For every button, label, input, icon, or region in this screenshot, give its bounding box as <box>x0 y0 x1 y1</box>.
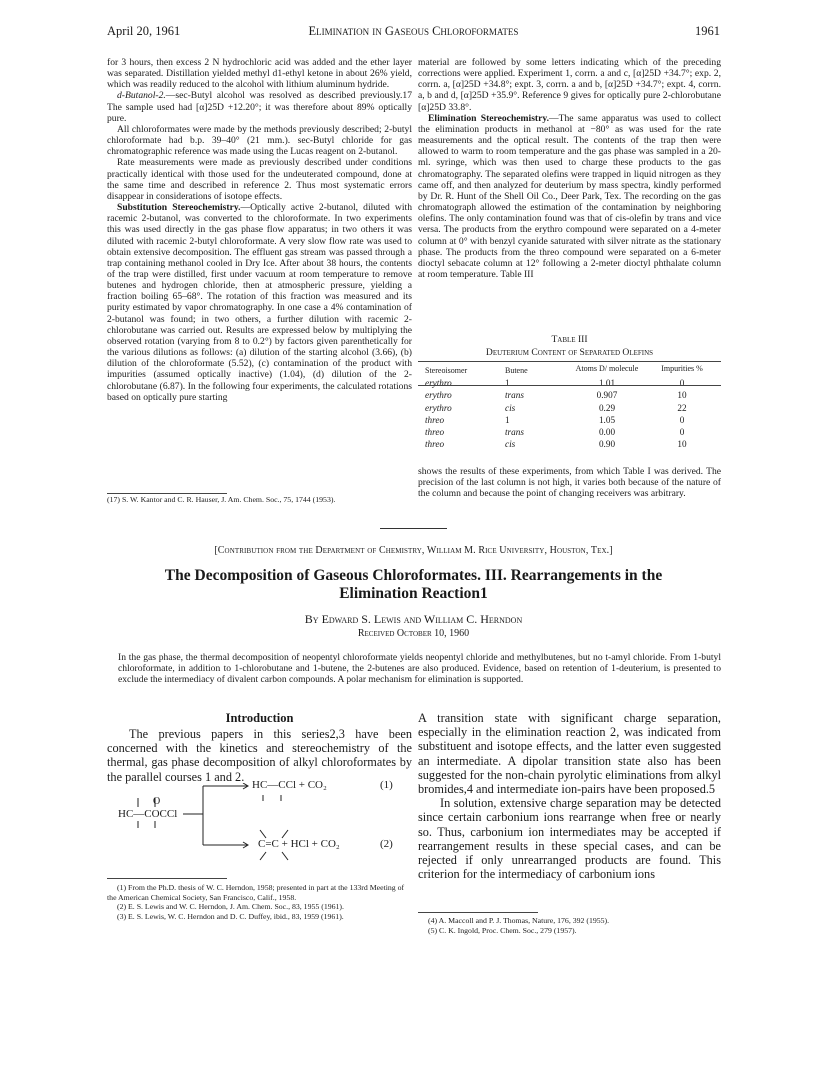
table-cell: 1 <box>505 414 510 425</box>
footnote-rule <box>107 878 227 879</box>
received-date: Received October 10, 1960 <box>357 628 470 639</box>
table-row <box>425 389 721 401</box>
table-cell: trans <box>505 427 524 438</box>
table-cell: 0 <box>679 414 685 425</box>
table-cell: threo <box>425 427 445 438</box>
product-formula-1: HC—CCl + CO₂ <box>252 779 327 791</box>
equation-number-1: (1) <box>380 779 393 791</box>
table-cell: 1.01 <box>598 378 616 389</box>
title-line: Elimination Reaction1 <box>339 585 488 602</box>
top-left-column <box>107 57 412 403</box>
paragraph: In solution, extensive charge separation may be detected since certain carbonium ions rearrange when free or nearly so. Thus, carbonium ion intermediates may be accepted if rearrangement results in these special cases, and can be rejected if only unrearranged products are found. This criterion for the intermediacy of carbonium ions <box>418 796 721 882</box>
paragraph: shows the results of these experiments, from which Table I was derived. The precision of the last column is not high, it varies both because of the nature of the column and because the point of changing receivers was arbitrary. <box>418 466 721 500</box>
paragraph: material are followed by some letters indicating which of the preceding corrections were applied. Experiment 1, corrn. a and c, [α]25D +34.7°; exp. 2, corrn. a, [α]25D +34.8°; expt. 3, corrn. a and b, [α]25D +34.7°; expt. 4, corrn. a, b and d, [α]25D +35.9°. Reference 9 gives for optically pure 2-chlorobutane [α]25D 33.8°. <box>418 57 721 113</box>
table-cell: erythro <box>425 390 452 401</box>
carbonyl-oxygen: O <box>153 796 161 807</box>
article-title <box>100 567 727 603</box>
table-row <box>425 426 721 438</box>
table-cell: 1.05 <box>598 414 616 425</box>
footnote-1: (1) From the Ph.D. thesis of W. C. Herndon, 1958; presented in part at the 133rd Meeting of the American Chemical Society, San Francisco, Calif., 1958. <box>107 883 405 902</box>
table-header: Stereoisomer <box>425 366 468 376</box>
equation-number-2: (2) <box>380 838 393 850</box>
paragraph-text: —Optically active 2-butanol, diluted with racemic 2-butanol, was converted to the chloroformate. In two experiments this was used directly in the gas phase flow apparatus; in two others it was diluted with racemic 2-butyl chloroformate. A very slow flow rate was used to obtain extensive decomposition. The effluent gas stream was passed through a trap containing methanol cooled in Dry Ice. After about 38 hours, the contents of the trap were distilled, first under vacuum at room temperature to remove butenes and hydrogen chloride, then at atmospheric pressure, yielding a fraction boiling 65–68°. The rotation of this fraction was measured and its purity estimated by vapor chromatography. In one case a 4% contamination of 2-butanol was found; in two others, a further dilution with racemic 2-chlorobutane was carried out. Results are expressed below by multiplying the observed rotation (varying from 8 to 0.2°) by factors given parenthetically for the various dilutions as follows: (a) dilution of the starting alcohol (3.66), (b) dilution of the chloroformate (5.52), (c) contamination of the product with impurities (assumed optically inactive) (1.04), (d) dilution of the 2-chlorobutane (6.87). In the following four experiments, the calculated rotations based on optically pure starting <box>107 202 412 403</box>
table-cell: 22 <box>677 402 687 413</box>
reaction-arrows <box>118 783 412 865</box>
table-cell: 10 <box>677 439 687 450</box>
table-row <box>425 375 721 389</box>
table-header-rule <box>418 385 721 386</box>
table-cell: 0.29 <box>598 402 616 413</box>
abstract: In the gas phase, the thermal decomposition of neopentyl chloroformate yields neopentyl chloride and methylbutenes, but no t-amyl chloride. From 1-butyl chloroformate, in addition to 1-chlorobutane and 1-butene, the 2-butenes are also produced. Evidence, based on retention of 1-deuterium, is presented to exclude the intermediacy of divalent carbon compounds. A polar mechanism for elimination is supported. <box>118 652 721 686</box>
table-row <box>425 414 721 426</box>
footnote-17: (17) S. W. Kantor and C. R. Hauser, J. Am. Chem. Soc., 75, 1744 (1953). <box>107 495 336 504</box>
section-divider <box>380 528 447 529</box>
footnote-rule <box>107 493 227 494</box>
footnote-5: (5) C. K. Ingold, Proc. Chem. Soc., 279 (1957). <box>428 925 577 935</box>
header-date: April 20, 1961 <box>107 24 181 38</box>
reactant-formula: HC—COCCl <box>118 808 178 820</box>
paragraph <box>107 157 412 202</box>
table-cell: 10 <box>677 390 687 401</box>
paragraph: A transition state with significant charge separation, especially in the elimination reaction 2, was indicated from substituent and isotope effects, and the latter even suggested an intermediate. A dipolar transition state also has been suggested for the non-chain pyrolytic eliminations from alkyl bromides,4 and intermediate ion-pairs have been proposed.5 <box>418 711 721 797</box>
footnote-2: (2) E. S. Lewis and W. C. Herndon, J. Am. Chem. Soc., 83, 1955 (1961). <box>117 902 344 912</box>
table-cell: 0.90 <box>598 439 616 450</box>
data-table <box>425 363 721 450</box>
paragraph-text: —sec-Butyl alcohol was resolved as described previously.17 The sample used had [α]25D +12.20°; it was therefore about 89% optically pure. <box>107 90 412 124</box>
footnotes-right <box>418 916 721 935</box>
paragraph <box>107 202 412 403</box>
table-cell: 0 <box>679 378 685 389</box>
table-top-rule <box>418 361 721 362</box>
paragraph <box>107 124 412 157</box>
table-cell: erythro <box>425 378 452 389</box>
table-row <box>425 402 721 414</box>
footnote-rule <box>418 912 538 913</box>
intro-heading: Introduction <box>225 711 294 725</box>
table-cell: trans <box>505 390 524 401</box>
table-title: Table III <box>551 334 588 345</box>
table-header: Butene <box>505 366 528 376</box>
top-right-column <box>418 57 721 280</box>
table-header-row <box>425 363 721 375</box>
bottom-right-column <box>418 711 721 881</box>
footnotes-left <box>107 883 412 921</box>
table-header: Impurities % <box>661 363 703 373</box>
footnote-3: (3) E. S. Lewis, W. C. Herndon and D. C. Duffey, ibid., 83, 1959 (1961). <box>117 911 344 921</box>
section-head: Elimination Stereochemistry. <box>428 112 550 124</box>
table-cell: threo <box>425 439 445 450</box>
paragraph-text: —The same apparatus was used to collect the elimination products in methanol at −80° as was used for the rate measurements and the optical result. The contents of the trap then were allowed to warm to room temperature and the gas phase was sampled in a 20-ml. syringe, which was then used to charge these products to the gas chromatography. The separated olefins were trapped in liquid nitrogen as they came off, and then analyzed for deuterium by mass spectra, kindly performed by Dr. R. Hunt of the Shell Oil Co., Deer Park, Tex. The recording on the gas chromatograph allowed the estimation of the contamination by neighboring olefins. The only contamination found was that of cis-olefin by trans and vice versa. The products from the erythro compound were separated on a 4-meter column at 0° with benzyl cyanide saturated with silver nitrate as the stationary phase. The products from the threo compound were separated on a 6-meter dioctyl sebacate column at 12° following a 2-meter dioctyl phthalate column at room temperature. Table III <box>418 112 722 280</box>
table-cell: 0.907 <box>596 390 618 401</box>
table-cell: 0 <box>679 427 685 438</box>
paragraph: for 3 hours, then excess 2 N hydrochloric acid was added and the ether layer was separated. Distillation yielded methyl d1-ethyl ketone in about 26% yield, which was readily reduced to the alcohol with lithium aluminum hydride. <box>107 57 412 91</box>
page-number: 1961 <box>695 24 720 38</box>
table-cell: cis <box>505 439 516 450</box>
reaction-scheme <box>118 779 412 865</box>
table-cell: 0.00 <box>598 427 616 438</box>
paragraph <box>418 113 721 280</box>
running-title: Elimination in Gaseous Chloroformates <box>308 24 519 38</box>
table-header: Atoms D/ molecule <box>575 363 639 373</box>
table-cell: threo <box>425 414 445 425</box>
section-head: d-Butanol-2. <box>117 90 166 102</box>
product-formula-2: C=C + HCl + CO₂ <box>258 838 340 850</box>
table-cell: erythro <box>425 402 452 413</box>
table-row <box>425 438 721 450</box>
paragraph <box>107 90 412 123</box>
contribution-line: [Contribution from the Department of Chemistry, William M. Rice University, Houston, Tex.] <box>214 545 613 556</box>
footnote-4: (4) A. Maccoll and P. J. Thomas, Nature, 176, 392 (1955). <box>428 916 610 925</box>
paragraph-text: Rate measurements were made as previously described under conditions practically identical with those used for the undeuterated compound, done at the same time and described in reference 2. Thus most systematic errors disappear in considerations of isotope effects. <box>107 157 412 202</box>
section-head: Substitution Stereochemistry. <box>117 202 241 214</box>
authors: By Edward S. Lewis and William C. Herndon <box>304 612 523 626</box>
table-caption: Deuterium Content of Separated Olefins <box>485 347 654 358</box>
intro-paragraph: The previous papers in this series2,3 have been concerned with the kinetics and stereochemistry of the thermal, gas phase decomposition of alkyl chloroformates by the parallel courses 1 and 2. <box>107 727 412 784</box>
paragraph-text: All chloroformates were made by the methods previously described; 2-butyl chloroformate had b.p. 39–40° (21 mm.). sec-Butyl chloride for gas chromatographic reference was made using the Lucas reagent on 2-butanol. <box>107 123 412 158</box>
table-cell: cis <box>505 402 516 413</box>
table-cell: 1 <box>505 378 510 389</box>
title-line: The Decomposition of Gaseous Chloroformates. III. Rearrangements in the <box>164 567 663 584</box>
